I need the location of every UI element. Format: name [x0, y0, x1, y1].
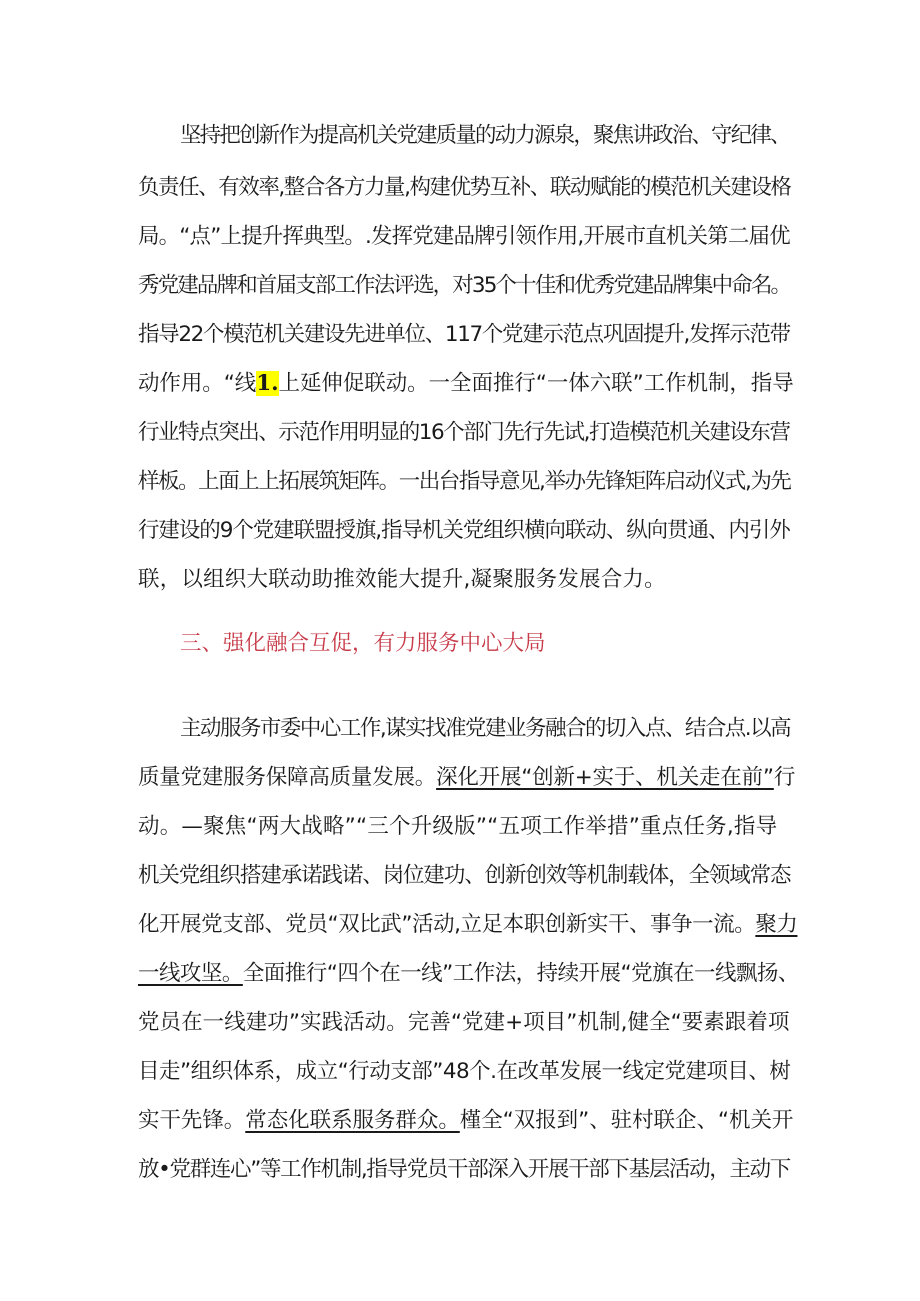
- text-line: 指导22个模范机关建设先进单位、117个党建示范点巩固提升,发挥示范带: [138, 322, 790, 347]
- text-line: 样板。上面上上拓展筑矩阵。一出台指导意见,举办先锋矩阵启动仪式,为先: [138, 469, 791, 494]
- text-segment: 质量党建服务保障高质量发展。: [138, 765, 437, 790]
- text-line: [138, 956, 799, 987]
- text-line: 联，以组织大联动助推效能大提升,凝聚服务发展合力。: [138, 567, 666, 592]
- underlined-phrase: 常态化联系服务群众。: [245, 1108, 460, 1133]
- text-line: [138, 1103, 793, 1134]
- text-segment: 动作用。“线: [138, 371, 257, 396]
- text-line: 动。—聚焦“两大战略”“三个升级版”“五项工作举措”重点任务,指导: [138, 814, 778, 839]
- text-line: 局。“点”上提升挥典型。.发挥党建品牌引领作用,开展市直机关第二届优: [138, 224, 790, 249]
- text-segment: 实干先锋。: [138, 1108, 246, 1133]
- underlined-phrase: 深化开展“创新+实于、机关走在前”: [436, 765, 774, 790]
- text-line: 主动服务市委中心工作,谋实找准党建业务融合的切入点、结合点.以高: [180, 716, 791, 741]
- section-heading: 三、强化融合互促，有力服务中心大局: [180, 631, 546, 656]
- text-segment: 全面推行“四个在一线”工作法，持续开展“党旗在一线飘扬、: [242, 961, 799, 986]
- text-segment: 上延伸促联动。一全面推行“一体六联”工作机制，指导: [278, 371, 794, 396]
- highlighted-marker: 1.: [256, 371, 279, 396]
- text-segment: 行: [773, 765, 796, 790]
- text-line: 行业特点突出、示范作用明显的16个部门先行先试,打造模范机关建设东营: [138, 420, 790, 445]
- text-line: 目走”组织体系，成立“行动支部”48个.在改革发展一线定党建项目、树: [138, 1059, 791, 1084]
- text-line: 党员在一线建功”实践活动。完善“党建+项目”机制,健全“要素跟着项: [138, 1010, 790, 1035]
- text-line: [138, 907, 797, 938]
- text-line: 行建设的9个党建联盟授旗,指导机关党组织横向联动、纵向贯通、内引外: [138, 518, 790, 543]
- text-line: 坚持把创新作为提高机关党建质量的动力源泉，聚焦讲政治、守纪律、: [180, 123, 790, 148]
- text-line: 负责任、有效率,整合各方力量,构建优势互补、联动赋能的模范机关建设格: [138, 175, 791, 200]
- text-segment: 槿全“双报到”、驻村联企、“机关开: [459, 1108, 794, 1133]
- text-line: [138, 366, 794, 397]
- text-line: 机关党组织搭建承诺践诺、岗位建功、创新创效等机制载体，全领域常态: [138, 863, 791, 888]
- underlined-phrase: 一线攻坚。: [138, 961, 243, 986]
- underlined-phrase: 聚力: [755, 912, 798, 937]
- text-line: 秀党建品牌和首届支部工作法评选，对35个十佳和优秀党建品牌集中命名。: [138, 273, 791, 298]
- text-line: 放•党群连心”等工作机制,指导党员干部深入开展干部下基层活动，主动下: [138, 1157, 790, 1182]
- text-line: [138, 760, 795, 791]
- text-segment: 化开展党支部、党员“双比武”活动,立足本职创新实干、事争一流。: [138, 912, 756, 937]
